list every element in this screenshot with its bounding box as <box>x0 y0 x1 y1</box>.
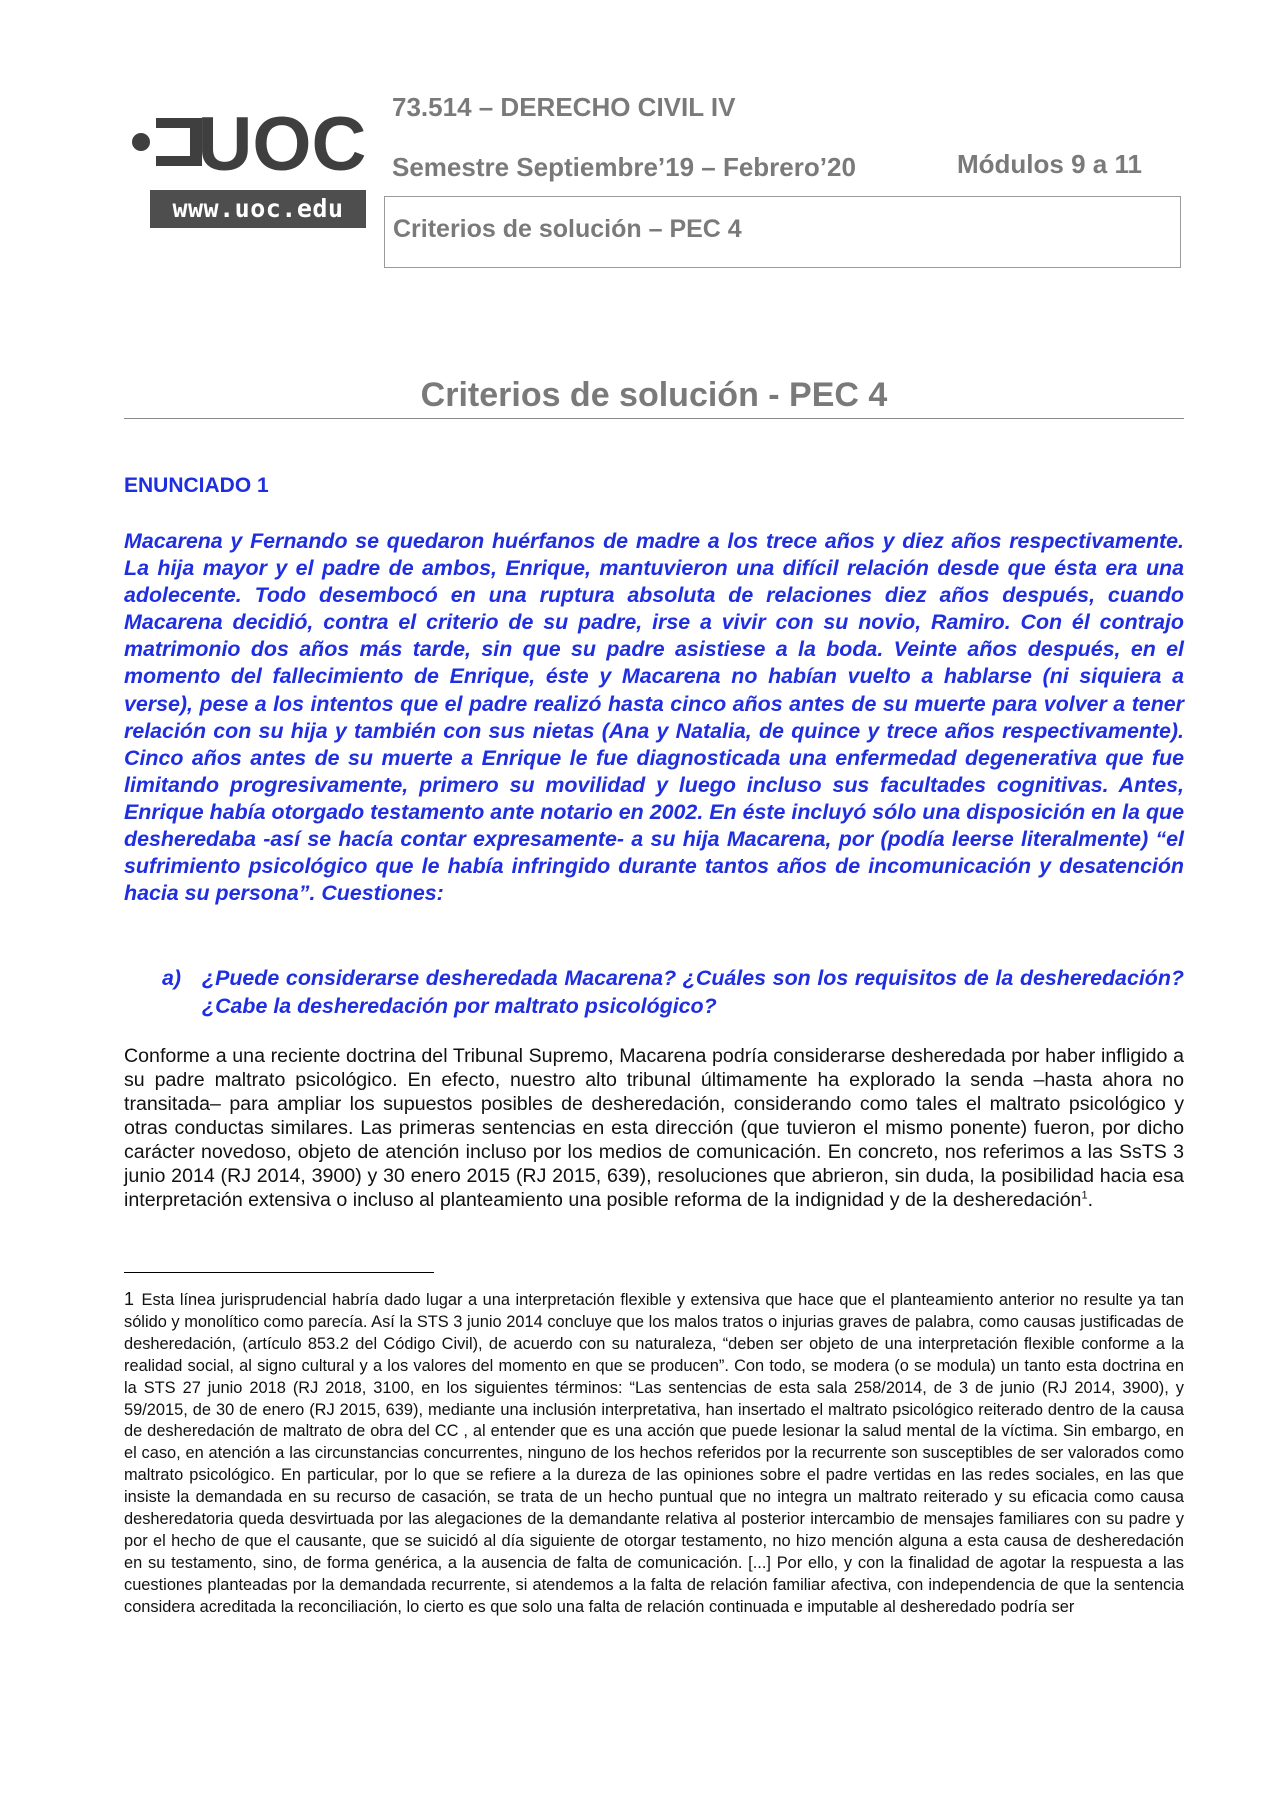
question-text: ¿Puede considerarse desheredada Macarena? ¿Cuáles son los requisitos de la desheredación? ¿Cabe la desheredación por maltrato psicológico? <box>202 966 1184 1018</box>
question-label: a) <box>162 966 182 990</box>
title-divider <box>124 418 1184 419</box>
footnote-divider <box>124 1272 434 1273</box>
semester-label: Semestre Septiembre’19 – Febrero’20 <box>392 152 856 182</box>
document-title: Criterios de solución - PEC 4 <box>420 376 888 414</box>
footnote-number: 1 <box>124 1289 135 1309</box>
case-statement: Macarena y Fernando se quedaron huérfanos de madre a los trece años y diez años respectivamente. La hija mayor y el padre de ambos, Enrique, mantuvieron una difícil relación desde que ésta era una adolecente. Todo desembocó en una ruptura absoluta de relaciones diez años después, cuando Macarena decidió, contra el criterio de su padre, irse a vivir con su novio, Ramiro. Con él contrajo matrimonio dos años más tarde, sin que su padre asistiese a la boda. Veinte años después, en el momento del fallecimiento de Enrique, éste y Macarena no habían vuelto a hablarse (ni siquiera a verse), pese a los intentos que el padre realizó hasta cinco años antes de su muerte para volver a tener relación con su hija y también con sus nietas (Ana y Natalia, de quince y trece años respectivamente). Cinco años antes de su muerte a Enrique le fue diagnosticada una enfermedad degenerativa que fue limitando progresivamente, primero su movilidad y luego incluso sus facultades cognitivas. Antes, Enrique había otorgado testamento ante notario en 2002. En éste incluyó sólo una disposición en la que desheredaba -así se hacía contar expresamente- a su hija Macarena, por (podía leerse literalmente) “el sufrimiento psicológico que le había infringido durante tantos años de incomunicación y desatención hacia su persona”. Cuestiones: <box>124 529 1184 906</box>
section-heading: ENUNCIADO 1 <box>124 474 269 497</box>
footnote-reference[interactable]: 1 <box>1081 1189 1088 1202</box>
course-code-title: 73.514 – DERECHO CIVIL IV <box>392 92 736 122</box>
uoc-logo-url: www.uoc.edu <box>150 190 366 228</box>
answer-end: . <box>1087 1189 1094 1211</box>
header-subtitle-box <box>384 196 1181 268</box>
question-a <box>162 964 1184 1020</box>
uoc-logo <box>130 104 366 228</box>
modules-label: Módulos 9 a 11 <box>957 149 1142 179</box>
answer-paragraph <box>124 1044 1184 1212</box>
footnote <box>124 1289 1184 1619</box>
header-subtitle: Criterios de solución – PEC 4 <box>393 215 742 243</box>
uoc-logo-mark <box>130 104 366 184</box>
footnote-text: Esta línea jurisprudencial habría dado lugar a una interpretación flexible y extensiva que hace que el planteamiento anterior no resulte ya tan sólido y monolítico como parecía. Así la STS 3 junio 2014 concluye que los malos tratos o injurias graves de palabra, como causas justificadas de desheredación, (artículo 853.2 del Código Civil), de acuerdo con su naturaleza, “deben ser objeto de una interpretación flexible conforme a la realidad social, al signo cultural y a los valores del momento en que se producen”. Con todo, se modera (o se modula) un tanto esta doctrina en la STS 27 junio 2018 (RJ 2018, 3100, en los siguientes términos: “Las sentencias de esta sala 258/2014, de 3 de junio (RJ 2014, 3900), y 59/2015, de 30 de enero (RJ 2015, 639), mediante una inclusión interpretativa, han insertado el maltrato psicológico reiterado dentro de la causa de desheredación de maltrato de obra del CC , al entender que es una acción que puede lesionar la salud mental de la víctima. Sin embargo, en el caso, en atención a las circunstancias concurrentes, ninguno de los hechos referidos por la recurrente son susceptibles de ser valorados como maltrato psicológico. En particular, por lo que se refiere a la dureza de las opiniones sobre el padre vertidas en las redes sociales, en las que insiste la demandada en su recurso de casación, se trata de un hecho puntual que no integra un maltrato reiterado y su eficacia como causa desheredatoria queda desvirtuada por las alegaciones de la demandante relativa al posterior intercambio de mensajes familiares con su padre y por el hecho de que el causante, que se suicidó al día siguiente de otorgar testamento, no hizo mención alguna a esta causa de desheredación en su testamento, sino, de forma genérica, a la ausencia de falta de comunicación. [...] Por ello, y con la finalidad de agotar la respuesta a las cuestiones planteadas por la demandada recurrente, si atendemos a la falta de relación familiar afectiva, con independencia de que la sentencia considera acreditada la reconciliación, lo cierto es que solo una falta de relación continuada e imputable al desheredado podría ser <box>124 1291 1184 1616</box>
answer-text: Conforme a una reciente doctrina del Tribunal Supremo, Macarena podría considerarse desheredada por haber infligido a su padre maltrato psicológico. En efecto, nuestro alto tribunal últimamente ha explorado la senda –hasta ahora no transitada– para ampliar los supuestos posibles de desheredación, considerando como tales el maltrato psicológico y otras conductas similares. Las primeras sentencias en esta dirección (que tuvieron el mismo ponente) fueron, por dicho carácter novedoso, objeto de atención incluso por los medios de comunicación. En concreto, nos referimos a las SsTS 3 junio 2014 (RJ 2014, 3900) y 30 enero 2015 (RJ 2015, 639), resoluciones que abrieron, sin duda, la posibilidad hacia esa interpretación extensiva o incluso al planteamiento una posible reforma de la indignidad y de la desheredación <box>124 1045 1184 1211</box>
uoc-logo-letters: UOC <box>197 104 366 184</box>
